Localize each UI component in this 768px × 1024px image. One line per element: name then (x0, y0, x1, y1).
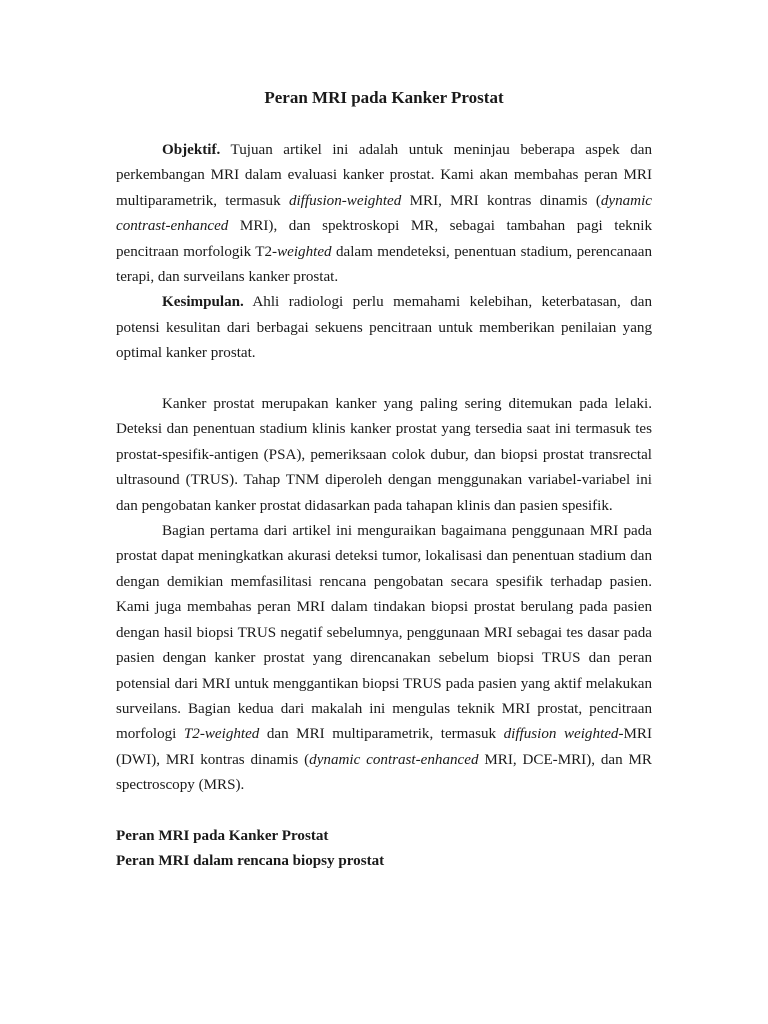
section-heading-1: Peran MRI pada Kanker Prostat (116, 827, 329, 844)
conclusion-text: Ahli radiologi perlu memahami kelebihan, keterbatasan, dan potensi kesulitan dari berbagai sekuens pencitraan untuk memberikan penilaian yang optimal kanker prostat. (116, 294, 652, 362)
objective-text: MRI, MRI kontras dinamis ( (401, 192, 601, 209)
paragraph-text: -MRI (DWI), MRI kontras dinamis ( (116, 726, 652, 768)
paragraph-text: MRI, DCE-MRI), dan MR spectroscopy (MRS). (116, 751, 652, 794)
objective-label: Objektif. (162, 142, 221, 158)
paragraph-italic: diffusion weighted (503, 726, 619, 743)
abstract-conclusion (116, 290, 652, 366)
section-heading-2: Peran MRI dalam rencana biopsy prostat (116, 853, 385, 870)
conclusion-label: Kesimpulan. (162, 294, 244, 311)
intro-paragraph-1: Kanker prostat merupakan kanker yang paling sering ditemukan pada lelaki. Deteksi dan penentuan stadium klinis kanker prostat yang tersedia saat ini termasuk tes prostat-spesifik-antigen (PSA), pemeriksaan colok dubur, dan biopsi prostat transrectal ultrasound (TRUS). Tahap TNM diperoleh dengan menggunakan variabel-variabel ini dan pengobatan kanker prostat didasarkan pada tahapan klinis dan pasien spesifik. (116, 396, 652, 514)
paragraph-italic: T2-weighted (183, 726, 260, 743)
page-title: Peran MRI pada Kanker Prostat (264, 88, 504, 107)
objective-text: dalam mendeteksi, penentuan stadium, perencanaan terapi, dan surveilans kanker prostat. (116, 243, 652, 286)
objective-italic: diffusion-weighted (288, 192, 402, 209)
objective-text: MRI), dan spektroskopi MR, sebagai tambahan pagi teknik pencitraan morfologik T2- (116, 218, 652, 260)
objective-italic: dynamic contrast-enhanced (116, 192, 652, 235)
document-body (116, 138, 652, 875)
objective-italic: weighted (277, 243, 332, 260)
paragraph-italic: dynamic contrast-enhanced (309, 751, 479, 768)
abstract-objective (116, 138, 652, 290)
intro-paragraph-2 (116, 519, 652, 798)
objective-text: Tujuan artikel ini adalah untuk meninjau beberapa aspek dan perkembangan MRI dalam evaluasi kanker prostat. Kami akan membahas peran MRI multiparametrik, termasuk (116, 142, 652, 209)
paragraph-text: Bagian pertama dari artikel ini menguraikan bagaimana penggunaan MRI pada prostat dapat meningkatkan akurasi deteksi tumor, lokalisasi dan penentuan stadium dan dengan demikian memfasilitasi rencana pengobatan secara spesifik terhadap pasien. Kami juga membahas peran MRI dalam tindakan biopsi prostat berulang pada pasien dengan hasil biopsi TRUS negatif sebelumnya, penggunaan MRI sebagai tes dasar pada pasien dengan kanker prostat yang direncanakan sebelum biopsi TRUS dan peran potensial dari MRI untuk menggantikan biopsi TRUS pada pasien yang aktif melakukan surveilans. Bagian kedua dari makalah ini mengulas teknik MRI prostat, pencitraan morfologi (116, 523, 652, 743)
paragraph-text: dan MRI multiparametrik, termasuk (259, 726, 504, 743)
